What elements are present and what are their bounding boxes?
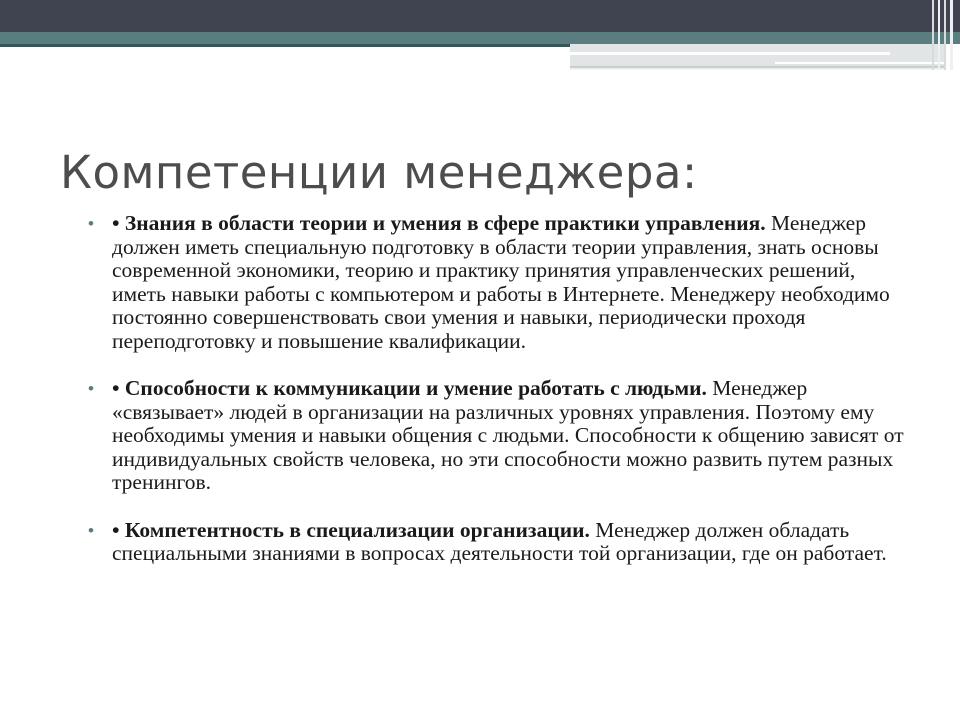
bullet-icon: •: [88, 379, 94, 398]
header-stripe: [944, 0, 946, 70]
list-item: [84, 212, 914, 353]
item-heading: Способности к коммуникации и умение работать с людьми.: [124, 376, 707, 400]
header-stripe: [950, 0, 953, 70]
slide-title: Компетенции менеджера:: [60, 146, 698, 199]
bullet-list: [84, 212, 914, 590]
list-item: [84, 519, 914, 566]
header-accent-block: [570, 44, 945, 68]
item-heading: Знания в области теории и умения в сфере практики управления.: [124, 211, 766, 235]
header-accent-line: [775, 62, 945, 64]
item-body: Менеджер должен обладать специальными знаниями в вопросах деятельности той организации, где он работает.: [112, 517, 887, 565]
header-stripe: [938, 0, 940, 70]
header-bar-teal: [0, 32, 960, 44]
inline-bullet: •: [112, 211, 120, 235]
header-shadow: [570, 67, 945, 70]
inline-bullet: •: [112, 517, 120, 542]
header-bar-dark: [0, 0, 960, 32]
header-line-teal: [0, 44, 570, 47]
bullet-icon: •: [88, 520, 94, 540]
bullet-icon: •: [88, 214, 94, 233]
list-item: [84, 377, 914, 495]
header-accent-line: [570, 52, 890, 55]
item-body: Менеджер должен иметь специальную подготовку в области теории управления, знать основы современной экономики, теорию и практику принятия управленческих решений, иметь навыки работы с компьютером и работы в Интернете. Менеджеру необходимо постоянно совершенствовать свои умения и навыки, периодически проходя переподготовку и повышение квалификации.: [112, 211, 890, 353]
item-heading: Компетентность в специализации организации.: [124, 517, 590, 542]
header-stripe: [932, 0, 934, 70]
item-body: Менеджер «связывает» людей в организации на различных уровнях управления. Поэтому ему необходимы умения и навыки общения с людьми. Способности к общению зависят от индивидуальных свойств человека, но эти способности можно развить путем разных тренингов.: [112, 376, 904, 494]
inline-bullet: •: [112, 376, 120, 400]
